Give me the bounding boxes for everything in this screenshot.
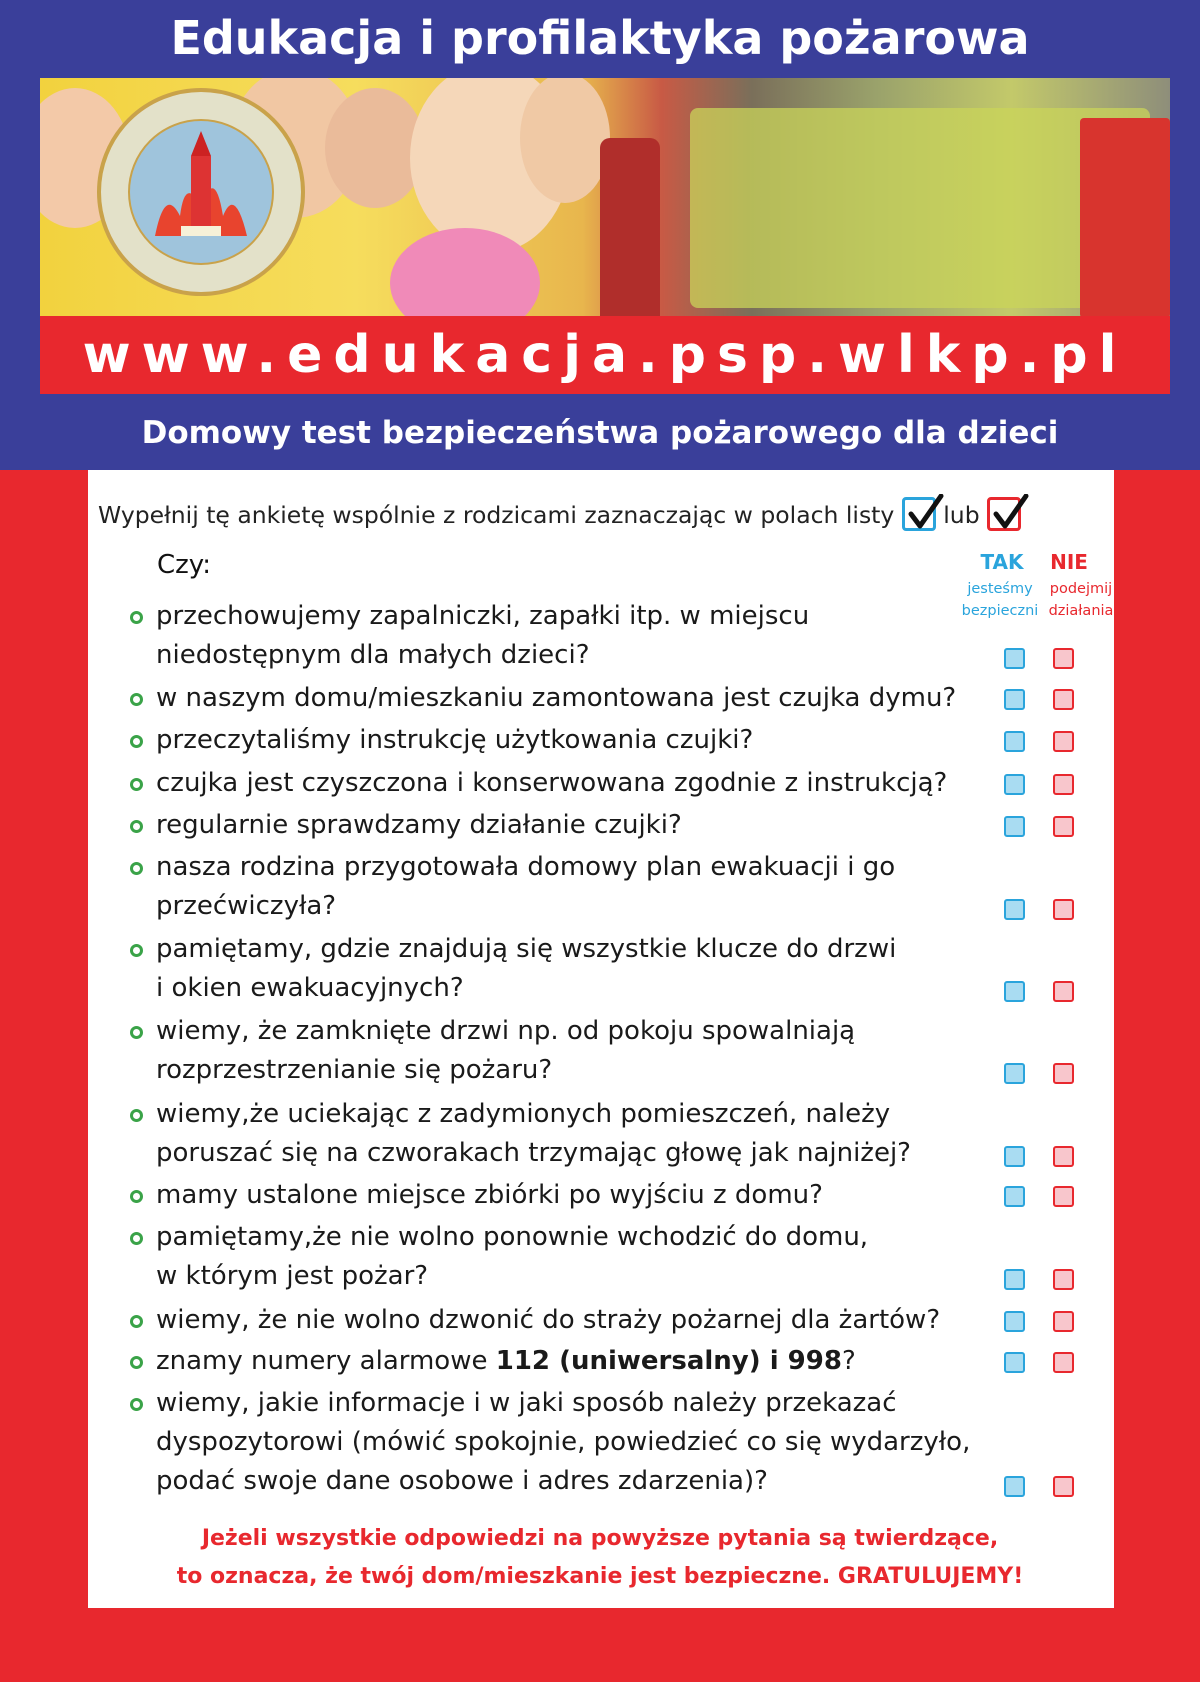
no-column-sub2: działania	[1048, 603, 1114, 619]
yes-checkbox[interactable]	[1004, 1063, 1025, 1084]
question-text: pamiętamy,że nie wolno ponownie wchodzić do domu, w którym jest pożar?	[156, 1222, 869, 1291]
question-item	[130, 679, 1010, 718]
yes-column-sub2: bezpieczni	[961, 603, 1039, 619]
yes-checkbox[interactable]	[1004, 731, 1025, 752]
question-item	[130, 721, 1010, 760]
yes-checkbox[interactable]	[1004, 1476, 1025, 1497]
bullet-icon	[130, 1398, 143, 1411]
question-item	[130, 930, 1010, 1008]
or-word: lub	[943, 501, 980, 529]
no-checkbox[interactable]	[1053, 648, 1074, 669]
conclusion-message: Jeżeli wszystkie odpowiedzi na powyższe pytania są twierdzące, to oznacza, że twój dom/mieszkanie jest bezpieczne. GRATULUJEMY!	[176, 1526, 1024, 1589]
bullet-icon	[130, 1109, 143, 1122]
bullet-icon	[130, 1232, 143, 1245]
question-text	[130, 1342, 1010, 1381]
sample-checked-blue-icon	[902, 497, 936, 531]
no-checkbox[interactable]	[1053, 816, 1074, 837]
no-checkbox[interactable]	[1053, 1186, 1074, 1207]
question-item	[130, 1095, 1010, 1173]
question-text-part: ?	[841, 1346, 856, 1376]
no-checkbox[interactable]	[1053, 1311, 1074, 1332]
bullet-icon	[130, 1315, 143, 1328]
question-item	[130, 1301, 1010, 1340]
bullet-icon	[130, 1026, 143, 1039]
question-text: czujka jest czyszczona i konserwowana zgodnie z instrukcją?	[156, 768, 948, 798]
bullet-icon	[130, 1356, 143, 1369]
yes-checkbox[interactable]	[1004, 1146, 1025, 1167]
yes-checkbox[interactable]	[1004, 648, 1025, 669]
question-item	[130, 848, 1010, 926]
no-checkbox[interactable]	[1053, 981, 1074, 1002]
bullet-icon	[130, 611, 143, 624]
question-text: nasza rodzina przygotowała domowy plan ewakuacji i go przećwiczyła?	[156, 852, 896, 921]
question-text-part: znamy numery alarmowe	[156, 1346, 496, 1376]
question-item	[130, 597, 1010, 675]
question-item	[130, 1384, 1010, 1501]
question-item	[130, 1342, 1010, 1381]
yes-checkbox[interactable]	[1004, 981, 1025, 1002]
question-item	[130, 1176, 1010, 1215]
no-checkbox[interactable]	[1053, 1476, 1074, 1497]
no-checkbox[interactable]	[1053, 1063, 1074, 1084]
yes-column-sub1: jesteśmy	[967, 581, 1033, 597]
no-checkbox[interactable]	[1053, 1269, 1074, 1290]
question-lead: Czy:	[157, 550, 212, 580]
question-text: wiemy, że nie wolno dzwonić do straży pożarnej dla żartów?	[156, 1305, 941, 1335]
website-url[interactable]: www.edukacja.psp.wlkp.pl	[82, 325, 1128, 385]
question-item	[130, 1218, 1010, 1296]
question-text: regularnie sprawdzamy działanie czujki?	[156, 810, 682, 840]
no-column-sub1: podejmij	[1049, 581, 1113, 597]
yes-checkbox[interactable]	[1004, 689, 1025, 710]
question-text: przeczytaliśmy instrukcję użytkowania czujki?	[156, 725, 754, 755]
question-text: wiemy, jakie informacje i w jaki sposób należy przekazać dyspozytorowi (mówić spokojnie, powiedzieć co się wydarzyło, podać swoje dane osobowe i adres zdarzenia)?	[156, 1388, 971, 1496]
page-title: Edukacja i profilaktyka pożarowa	[170, 11, 1030, 65]
page-subtitle: Domowy test bezpieczeństwa pożarowego dla dzieci	[141, 415, 1059, 451]
bullet-icon	[130, 944, 143, 957]
bullet-icon	[130, 735, 143, 748]
question-text: wiemy,że uciekając z zadymionych pomieszczeń, należy poruszać się na czworakach trzymając głowę jak najniżej?	[156, 1099, 911, 1168]
question-text: przechowujemy zapalniczki, zapałki itp. w miejscu niedostępnym dla małych dzieci?	[156, 601, 810, 670]
intro-text: Wypełnij tę ankietę wspólnie z rodzicami zaznaczając w polach listy	[98, 501, 895, 529]
question-item	[130, 806, 1010, 845]
no-checkbox[interactable]	[1053, 1352, 1074, 1373]
yes-checkbox[interactable]	[1004, 1311, 1025, 1332]
question-item	[130, 764, 1010, 803]
emergency-numbers: 112 (uniwersalny) i 998	[495, 1346, 842, 1376]
question-text: mamy ustalone miejsce zbiórki po wyjściu z domu?	[156, 1180, 823, 1210]
yes-checkbox[interactable]	[1004, 1352, 1025, 1373]
no-checkbox[interactable]	[1053, 899, 1074, 920]
yes-column-label: TAK	[980, 550, 1024, 574]
no-checkbox[interactable]	[1053, 1146, 1074, 1167]
bullet-icon	[130, 693, 143, 706]
no-checkbox[interactable]	[1053, 689, 1074, 710]
intro-instruction	[98, 492, 1098, 538]
sample-checked-red-icon	[987, 497, 1021, 531]
question-text: pamiętamy, gdzie znajdują się wszystkie klucze do drzwi i okien ewakuacyjnych?	[156, 934, 897, 1003]
bullet-icon	[130, 862, 143, 875]
yes-checkbox[interactable]	[1004, 899, 1025, 920]
program-logo-icon	[95, 86, 307, 298]
question-text: wiemy, że zamknięte drzwi np. od pokoju spowalniają rozprzestrzenianie się pożaru?	[156, 1016, 856, 1085]
bullet-icon	[130, 820, 143, 833]
no-column-label: NIE	[1050, 550, 1088, 574]
yes-checkbox[interactable]	[1004, 816, 1025, 837]
yes-checkbox[interactable]	[1004, 1186, 1025, 1207]
question-text: w naszym domu/mieszkaniu zamontowana jest czujka dymu?	[156, 683, 957, 713]
no-checkbox[interactable]	[1053, 774, 1074, 795]
bullet-icon	[130, 1190, 143, 1203]
yes-checkbox[interactable]	[1004, 774, 1025, 795]
bullet-icon	[130, 778, 143, 791]
yes-checkbox[interactable]	[1004, 1269, 1025, 1290]
question-item	[130, 1012, 1010, 1090]
no-checkbox[interactable]	[1053, 731, 1074, 752]
